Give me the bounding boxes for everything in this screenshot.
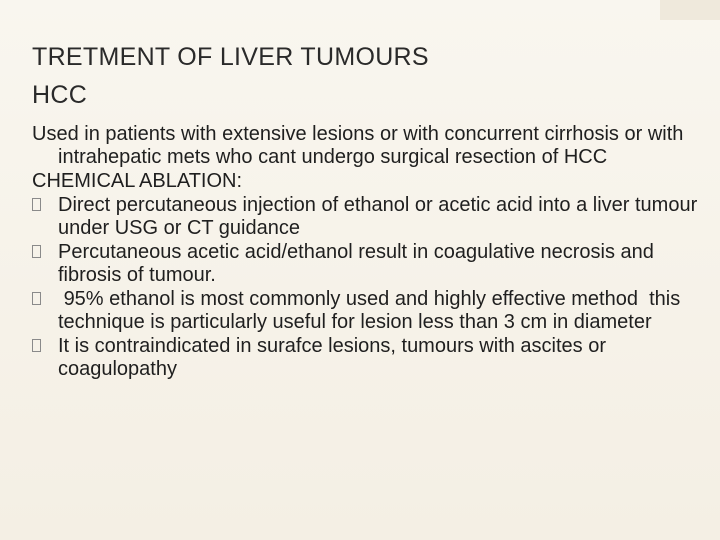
corner-decoration-icon: [660, 0, 720, 20]
bullet-text: Percutaneous acetic acid/ethanol result in coagulative necrosis and fibrosis of tumour.: [58, 241, 654, 286]
bullet-item: [32, 194, 704, 240]
bullet-text: Direct percutaneous injection of ethanol or acetic acid into a liver tumour under USG or CT guidance: [58, 194, 698, 239]
title-line-1: TRETMENT OF LIVER TUMOURS: [32, 43, 429, 71]
box-bullet-icon: [32, 288, 58, 334]
bullet-text: It is contraindicated in surafce lesions, tumours with ascites or coagulopathy: [58, 335, 607, 380]
bullet-item: [32, 241, 704, 287]
slide-title: [32, 38, 692, 114]
section-heading: CHEMICAL ABLATION:: [32, 170, 243, 192]
title-line-2: HCC: [32, 81, 88, 109]
box-bullet-icon: [32, 194, 58, 240]
bullet-text: 95% ethanol is most commonly used and highly effective method this technique is particularly useful for lesion less than 3 cm in diameter: [58, 288, 686, 333]
intro-paragraph: Used in patients with extensive lesions or with concurrent cirrhosis or with intrahepatic mets who cant undergo surgical resection of HCC: [32, 123, 684, 168]
slide-body: [32, 123, 704, 382]
box-bullet-icon: [32, 241, 58, 287]
box-bullet-icon: [32, 335, 58, 381]
bullet-item: [32, 335, 704, 381]
bullet-item: [32, 288, 704, 334]
